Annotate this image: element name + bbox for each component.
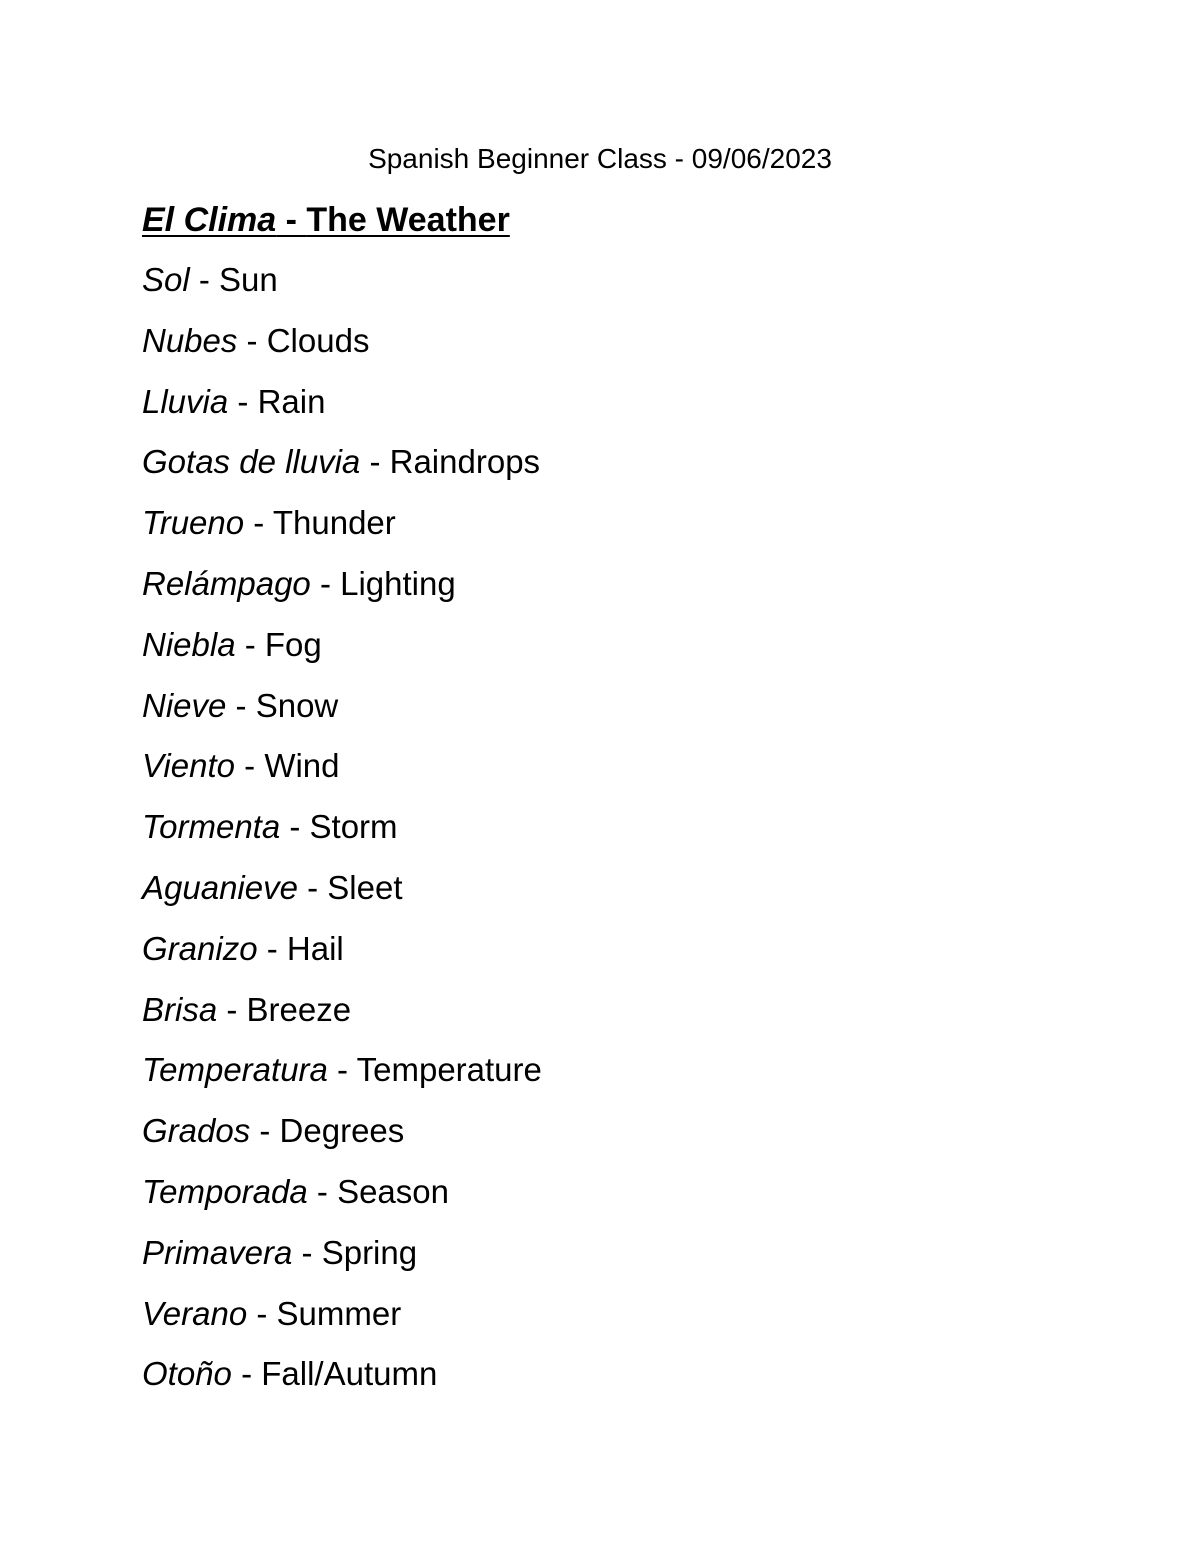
vocab-separator: - [327, 1051, 357, 1089]
vocab-spanish: Nieve [142, 686, 227, 724]
vocab-item [142, 990, 542, 1051]
vocab-item [142, 868, 542, 929]
vocab-separator: - [234, 747, 265, 785]
vocab-separator: - [226, 686, 256, 724]
vocab-separator: - [310, 564, 341, 602]
vocab-item [142, 625, 542, 686]
vocab-separator: - [250, 1112, 280, 1150]
vocab-separator: - [237, 321, 267, 359]
vocab-spanish: Sol [142, 261, 190, 298]
vocab-item [142, 321, 542, 382]
vocab-item [142, 382, 542, 443]
vocabulary-list [142, 260, 542, 1415]
vocab-spanish: Tormenta [142, 808, 281, 846]
vocab-item [142, 929, 542, 990]
vocab-separator: - [360, 443, 390, 481]
section-title [142, 199, 510, 241]
vocab-item [142, 1050, 542, 1111]
vocab-item [142, 442, 542, 503]
vocab-spanish: Brisa [142, 990, 218, 1028]
vocab-spanish: Lluvia [142, 382, 229, 420]
vocab-item [142, 1354, 542, 1415]
vocab-english: Thunder [272, 504, 396, 542]
vocab-item [142, 1233, 542, 1294]
vocab-separator: - [231, 1355, 262, 1393]
vocab-separator: - [189, 261, 220, 298]
vocab-item [142, 1294, 542, 1355]
vocab-separator: - [257, 929, 287, 967]
vocab-item [142, 746, 542, 807]
vocab-english: Fog [264, 625, 322, 663]
vocab-spanish: Aguanieve [142, 868, 298, 906]
vocab-spanish: Viento [142, 747, 235, 785]
vocab-item [142, 503, 542, 564]
vocab-english: Summer [276, 1294, 402, 1332]
section-title-english: The Weather [306, 201, 510, 239]
vocab-english: Temperature [356, 1051, 542, 1089]
vocab-english: Sleet [327, 868, 403, 906]
vocab-spanish: Verano [142, 1294, 248, 1332]
vocab-separator: - [244, 504, 273, 542]
vocab-spanish: Niebla [142, 625, 236, 663]
vocab-item [142, 807, 542, 868]
section-title-spanish: El Clima [142, 201, 277, 239]
vocab-spanish: Temporada [142, 1172, 308, 1210]
vocab-separator: - [297, 868, 328, 906]
vocab-english: Snow [255, 686, 339, 724]
vocab-english: Sun [219, 261, 278, 298]
vocab-spanish: Grados [142, 1112, 251, 1150]
vocab-separator: - [307, 1172, 338, 1210]
vocab-item [142, 1111, 542, 1172]
vocab-separator: - [292, 1233, 322, 1271]
vocab-separator: - [228, 382, 258, 420]
vocab-spanish: Otoño [142, 1355, 232, 1393]
vocab-english: Storm [309, 808, 398, 846]
vocab-english: Raindrops [389, 443, 541, 481]
vocab-item [142, 1172, 542, 1233]
vocab-english: Spring [321, 1233, 418, 1271]
vocab-english: Fall/Autumn [261, 1355, 438, 1393]
vocab-separator: - [280, 808, 310, 846]
section-title-separator: - [276, 201, 307, 239]
vocab-spanish: Nubes [142, 321, 238, 359]
vocab-english: Degrees [279, 1112, 405, 1150]
vocab-spanish: Primavera [142, 1233, 293, 1271]
page-header: Spanish Beginner Class - 09/06/2023 [368, 143, 832, 174]
vocab-spanish: Trueno [142, 504, 245, 542]
vocab-english: Hail [286, 929, 344, 967]
vocab-spanish: Temperatura [142, 1051, 328, 1089]
vocab-separator: - [217, 990, 247, 1028]
vocab-english: Clouds [266, 321, 370, 359]
vocab-english: Rain [257, 382, 326, 420]
vocab-item [142, 260, 542, 321]
vocab-english: Season [337, 1172, 449, 1210]
vocab-separator: - [247, 1294, 277, 1332]
vocab-spanish: Granizo [142, 929, 258, 967]
vocab-item [142, 564, 542, 625]
vocab-separator: - [235, 625, 265, 663]
vocab-spanish: Gotas de lluvia [142, 443, 361, 481]
vocab-english: Lighting [340, 564, 456, 602]
vocab-english: Wind [264, 747, 340, 785]
vocab-item [142, 686, 542, 747]
vocab-english: Breeze [246, 990, 352, 1028]
vocab-spanish: Relámpago [142, 564, 311, 602]
